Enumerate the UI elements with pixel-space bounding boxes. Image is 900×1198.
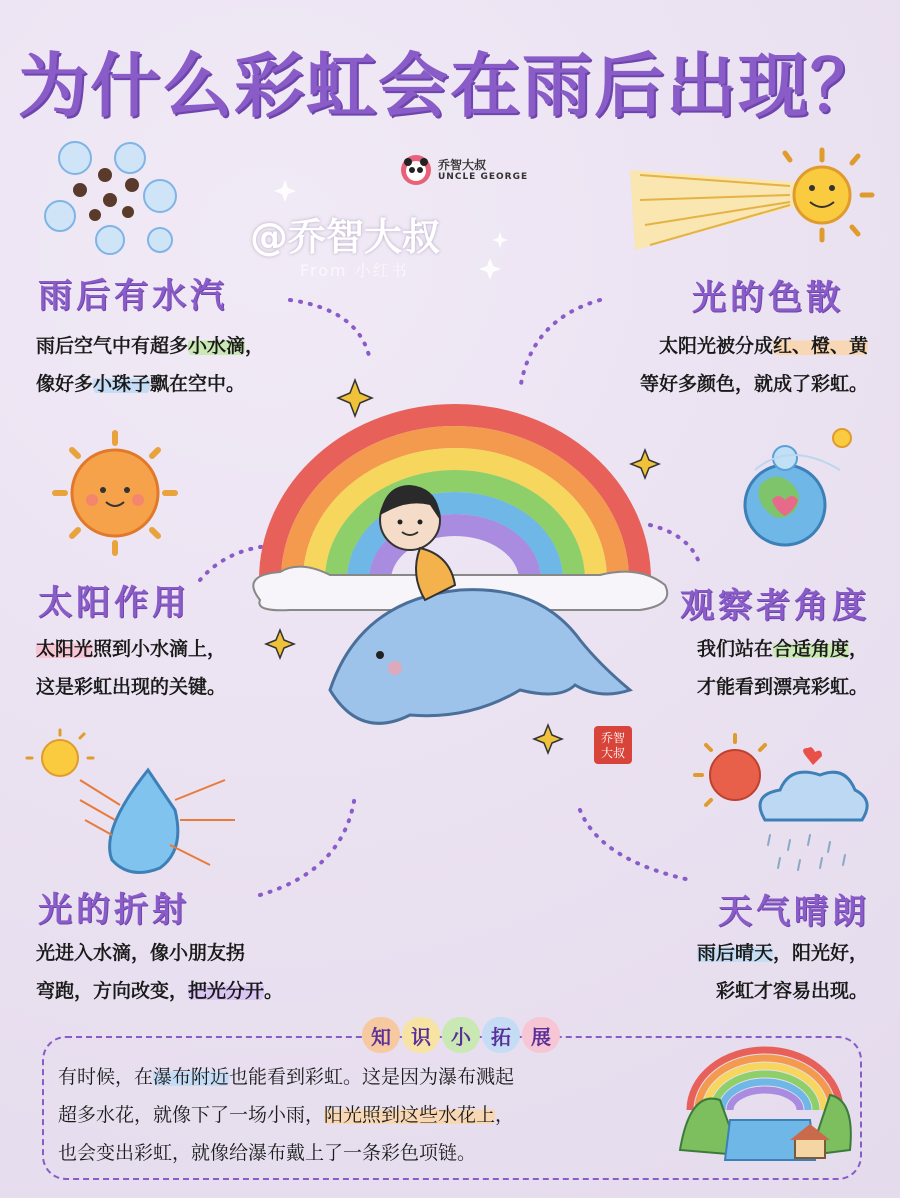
connector-dispersion <box>520 300 600 390</box>
section-desc-sun: 太阳光照到小水滴上， 这是彩虹出现的关键。 <box>36 638 227 698</box>
knowledge-pill: 知 <box>362 1017 400 1053</box>
section-title-sun: 太阳作用 <box>38 583 190 623</box>
section-title-observer: 观察者角度 <box>680 586 870 626</box>
knowledge-pill: 拓 <box>482 1017 520 1053</box>
knowledge-pill: 识 <box>402 1017 440 1053</box>
knowledge-pill: 展 <box>522 1017 560 1053</box>
section-desc-weather: 雨后晴天，阳光好， 彩虹才容易出现。 <box>696 942 868 1002</box>
svg-text:乔智: 乔智 <box>600 731 626 745</box>
sun-rays-icon <box>630 150 872 250</box>
section-desc-observer: 我们站在合适角度， 才能看到漂亮彩虹。 <box>696 638 868 698</box>
panda-avatar-icon <box>400 154 432 186</box>
connector-vapor <box>290 300 370 360</box>
brand-logo <box>400 154 528 186</box>
svg-text:大叔: 大叔 <box>600 746 626 760</box>
section-title-vapor: 雨后有水汽 <box>38 276 228 316</box>
section-title-refraction: 光的折射 <box>38 890 190 930</box>
earth-icon <box>745 429 851 545</box>
cloud-rain-icon <box>695 735 867 870</box>
logo-name-cn: 乔智大叔 <box>438 158 487 172</box>
watermark: @乔智大叔 <box>250 215 441 259</box>
section-desc-refraction: 光进入水滴，像小朋友拐 弯跑，方向改变，把光分开。 <box>36 942 284 1002</box>
watermark-sub: From 小红书 <box>300 261 409 280</box>
water-drops-icon <box>45 142 176 254</box>
droplet-refraction-icon <box>27 730 235 873</box>
knowledge-header <box>362 1017 560 1053</box>
knowledge-pill: 小 <box>442 1017 480 1053</box>
knowledge-text: 有时候，在瀑布附近也能看到彩虹。这是因为瀑布溅起 超多水花，就像下了一场小雨，阳光照到这些水花上， 也会变出彩虹，就像给瀑布戴上了一条彩色项链。 <box>58 1066 515 1164</box>
section-title-weather: 天气晴朗 <box>718 892 870 932</box>
section-desc-dispersion: 太阳光被分成红、橙、黄 等好多颜色，就成了彩虹。 <box>639 335 868 395</box>
connector-refraction <box>260 795 355 895</box>
connector-observer <box>650 525 700 565</box>
section-desc-vapor: 雨后空气中有超多小水滴， 像好多小珠子飘在空中。 <box>36 335 265 395</box>
section-title-dispersion: 光的色散 <box>692 278 844 318</box>
connector-weather <box>580 810 690 880</box>
logo-name-en: UNCLE GEORGE <box>438 172 529 182</box>
rainbow-dolphin-illustration <box>253 415 667 723</box>
stamp-seal <box>594 726 632 764</box>
sun-icon <box>55 433 175 553</box>
page-title: 为什么彩虹会在雨后出现？ <box>18 45 882 127</box>
